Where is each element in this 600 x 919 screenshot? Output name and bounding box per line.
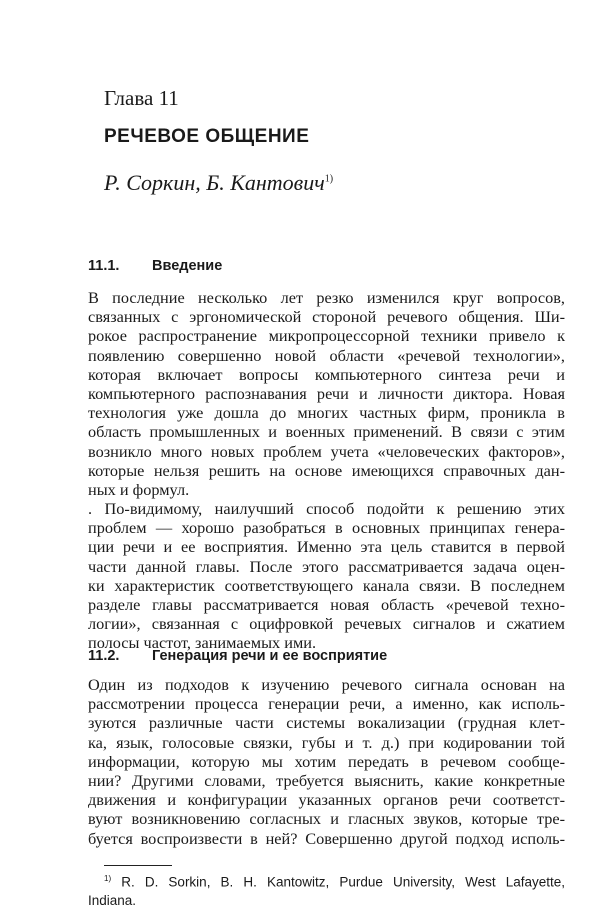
footnote-text: R. D. Sorkin, B. H. Kantowitz, Purdue University, West Lafayette, <box>121 874 565 890</box>
text-line: рассмотрении процесса генерации речи, а именно, как исполь- <box>88 694 565 714</box>
text-line: В последние несколько лет резко изменился круг вопросов, <box>88 288 565 307</box>
footnote-mark: 1) <box>324 173 334 185</box>
text-line: разделе главы рассматривается новая область «речевой техно- <box>88 595 565 615</box>
text-line: технология уже дошла до многих частных фирм, проникла в <box>88 403 565 423</box>
text-line: рокое распространение микропроцессорной техники привело к <box>88 326 565 346</box>
chapter-label: Глава 11 <box>104 86 179 110</box>
text-line: вуют возникновению согласных и гласных звуков, которые тре- <box>88 809 565 829</box>
section-number: 11.2. <box>88 648 120 664</box>
text-line: движения и конфигурации указанных органов речи соответст- <box>88 790 565 810</box>
text-line: проблем — хорошо разобраться в основных принципах генера- <box>88 518 565 538</box>
text-line: информации, которую мы хотим передать в речевом сообще- <box>88 751 565 771</box>
text-line: которая включает вопросы компьютерного синтеза речи и <box>88 364 565 384</box>
text-line: которые нельзя решить на основе имеющихся справочных дан- <box>88 460 565 480</box>
text-line: логии», связанная с оцифровкой речевых сигналов и сжатием <box>88 614 565 634</box>
footnote-line: Indiana. <box>88 892 137 908</box>
footnote-divider <box>104 865 172 866</box>
text-line: связанных с эргономической стороной речевого общения. Ши- <box>88 307 565 327</box>
footnote-line <box>88 870 565 892</box>
text-line: ных и формул. <box>88 480 190 500</box>
text-line: полосы частот, занимаемых ими. <box>88 633 317 653</box>
chapter-title: РЕЧЕВОЕ ОБЩЕНИЕ <box>104 126 310 147</box>
text-line: части данной главы. После этого рассматривается задача оцен- <box>88 556 565 576</box>
text-line: область промышленных и военных применений. В связи с этим <box>88 422 565 442</box>
footnote <box>88 870 565 910</box>
footnote-mark: 1) <box>104 874 112 883</box>
section-title: Генерация речи и ее восприятие <box>152 648 388 664</box>
section-number: 11.1. <box>88 258 120 274</box>
text-line: зуются различные части системы вокализации (грудная клет- <box>88 713 565 733</box>
text-line: нии? Другими словами, требуется выяснить, какие конкретные <box>88 771 565 791</box>
authors-names: Р. Соркин, Б. Кантович <box>104 170 325 195</box>
text-line: компьютерного распознавания речи и личности диктора. Новая <box>88 384 565 404</box>
text-line: возникло много новых проблем учета «человеческих факторов», <box>88 441 565 461</box>
text-line: . По-видимому, наилучший способ подойти к решению этих <box>88 499 565 518</box>
paragraph-1 <box>88 288 565 499</box>
section-heading-2 <box>88 648 387 664</box>
paragraph-2 <box>88 499 565 653</box>
text-line: ции речи и ее восприятия. Именно эта цель ставится в первой <box>88 537 565 557</box>
text-line: ки характеристик соответствующего канала связи. В последнем <box>88 575 565 595</box>
text-line: буется воспроизвести в ней? Совершенно другой подход исполь- <box>88 828 565 848</box>
section-title: Введение <box>152 258 223 274</box>
section-heading-1 <box>88 258 222 274</box>
text-line: ка, язык, голосовые связки, губы и т. д.) при кодировании той <box>88 732 565 752</box>
authors <box>104 170 333 196</box>
text-line: Один из подходов к изучению речевого сигнала основан на <box>88 675 565 694</box>
text-line: появлению совершенно новой области «речевой технологии», <box>88 345 565 365</box>
paragraph-3 <box>88 675 565 848</box>
